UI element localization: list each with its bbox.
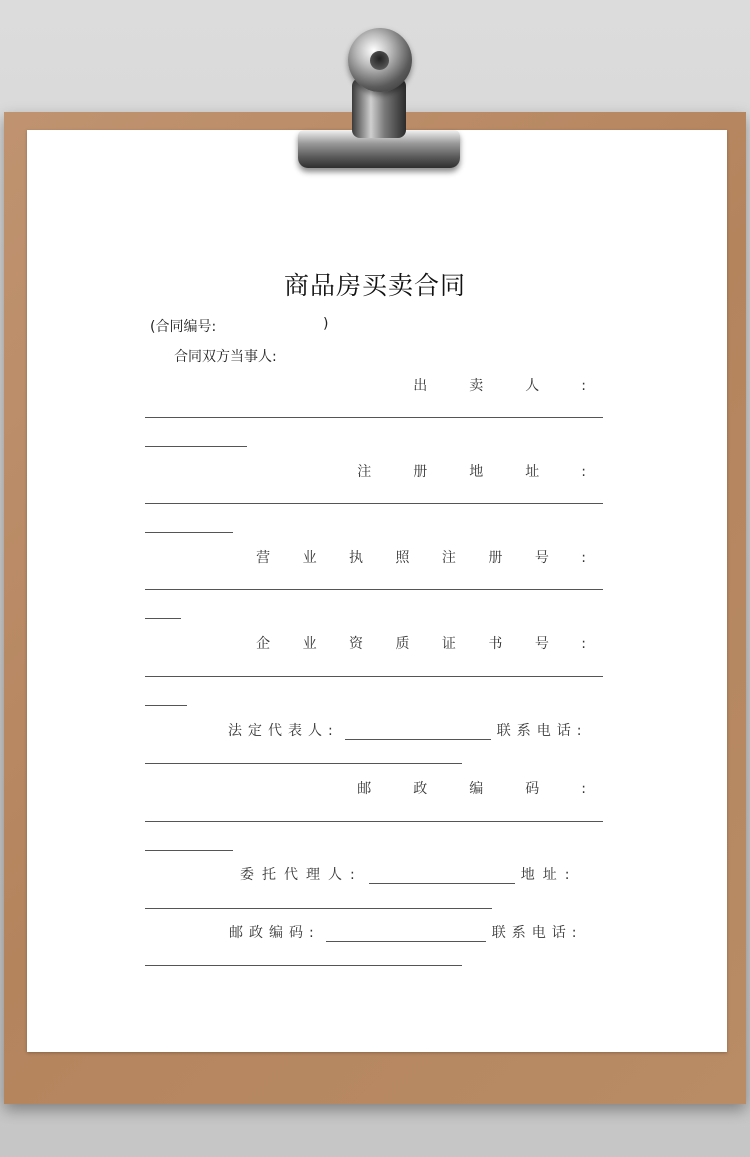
contract-number-close: ): [323, 316, 329, 332]
phone-line-2[interactable]: [145, 965, 462, 966]
document-title: 商品房买卖合同: [283, 271, 466, 300]
postcode-label-2: 邮政编码:: [229, 925, 320, 941]
address-line[interactable]: [145, 908, 492, 909]
phone-label-1: 联系电话:: [496, 723, 588, 739]
legal-rep-row: [228, 720, 587, 740]
postcode-line-1[interactable]: [145, 821, 603, 822]
qualification-no-line[interactable]: [145, 676, 603, 677]
postcode-phone-row: [229, 922, 582, 942]
reg-address-line-cont[interactable]: [145, 532, 233, 533]
reg-address-label: 注 册 地 址 :: [357, 464, 600, 480]
clip-hole: [370, 51, 389, 70]
qualification-no-label: 企 业 资 质 证 书 号 :: [256, 636, 600, 652]
license-no-line[interactable]: [145, 589, 603, 590]
postcode-line-1-cont[interactable]: [145, 850, 233, 851]
qualification-no-line-cont[interactable]: [145, 705, 187, 706]
agent-blank[interactable]: [369, 869, 515, 884]
parties-label: 合同双方当事人:: [174, 349, 277, 365]
phone-line-1[interactable]: [145, 763, 462, 764]
agent-row: [240, 864, 577, 884]
reg-address-line[interactable]: [145, 503, 603, 504]
postcode-blank-2[interactable]: [326, 927, 486, 942]
legal-rep-label: 法定代表人:: [228, 723, 339, 739]
phone-label-2: 联系电话:: [491, 925, 583, 941]
seller-label: 出 卖 人 :: [413, 378, 600, 394]
seller-line-cont[interactable]: [145, 446, 247, 447]
license-no-label: 营 业 执 照 注 册 号 :: [256, 550, 600, 566]
agent-label: 委托代理人:: [240, 867, 363, 883]
license-no-line-cont[interactable]: [145, 618, 181, 619]
seller-line[interactable]: [145, 417, 603, 418]
contract-number-label: (合同编号:: [150, 319, 217, 335]
legal-rep-blank[interactable]: [345, 725, 491, 740]
postcode-label-1: 邮 政 编 码 :: [357, 781, 600, 797]
address-label: 地址:: [520, 867, 578, 883]
